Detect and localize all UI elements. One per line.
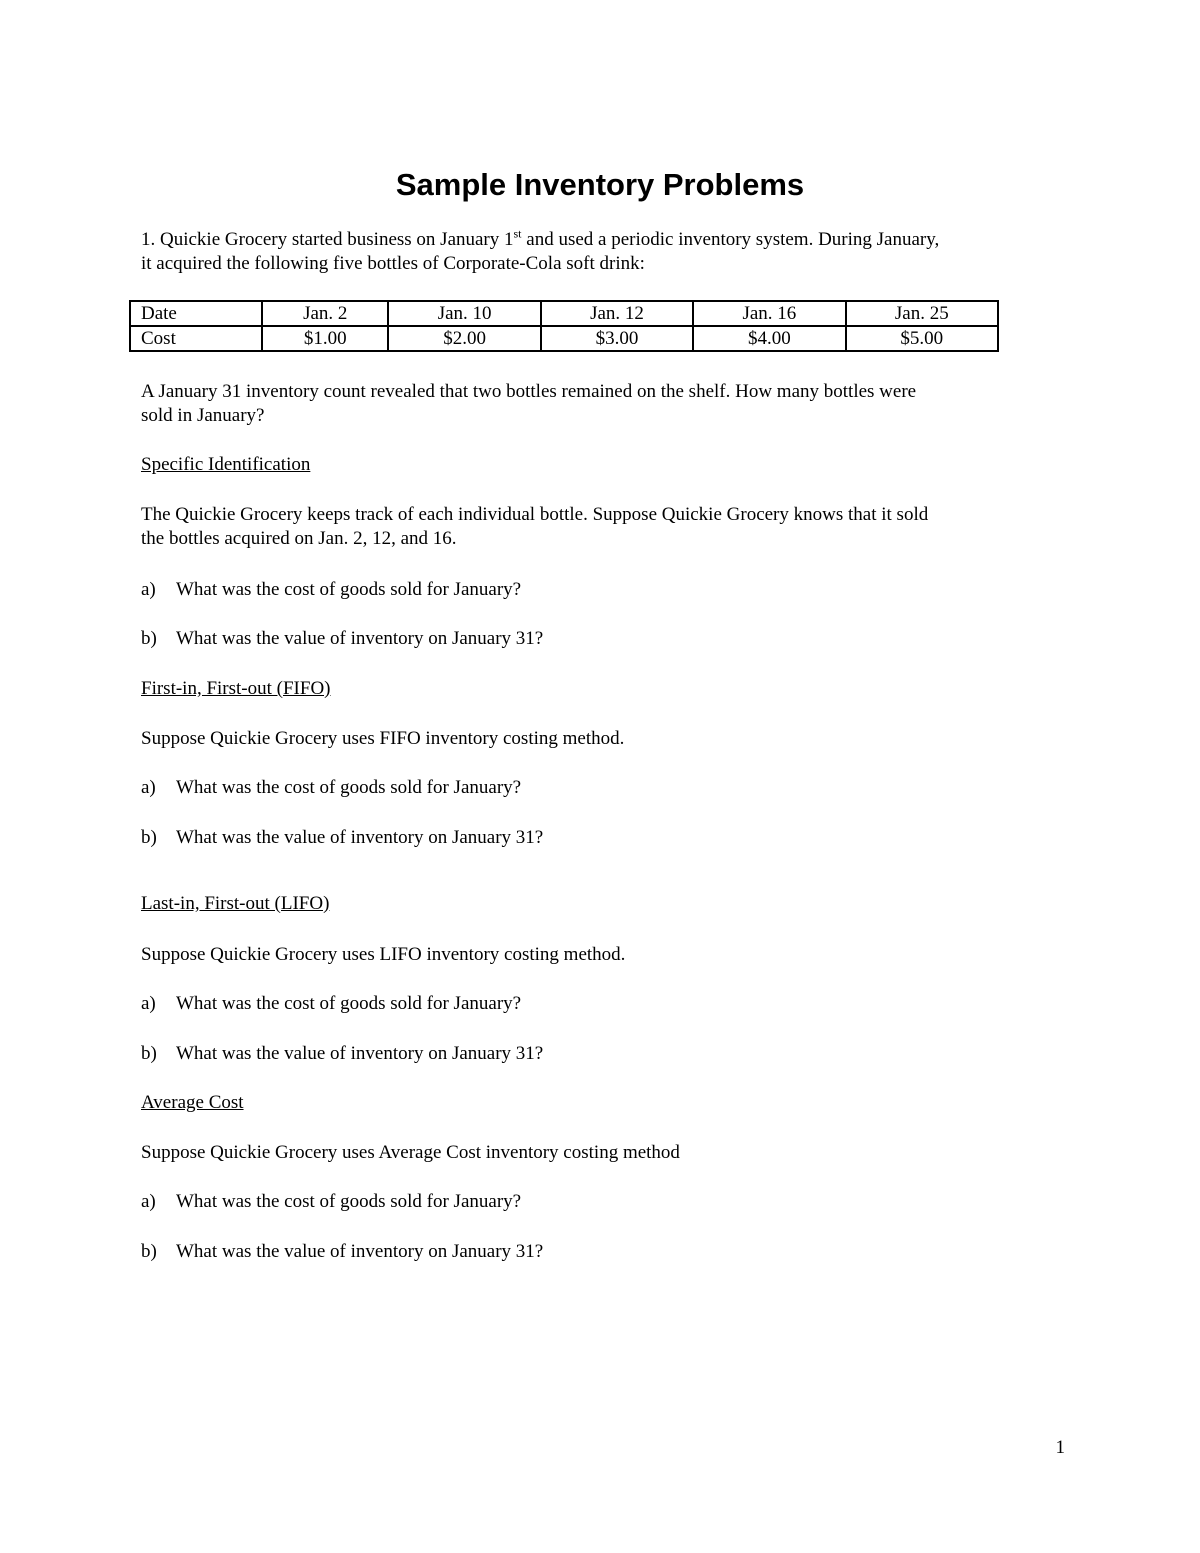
section-text-fifo: Suppose Quickie Grocery uses FIFO inventory costing method. — [141, 728, 625, 749]
question-marker: b) — [141, 1043, 157, 1064]
question-marker: a) — [141, 777, 156, 798]
page-number: 1 — [1055, 1437, 1065, 1458]
table-cell: Jan. 12 — [541, 301, 693, 326]
specific-text-line2: the bottles acquired on Jan. 2, 12, and 16. — [141, 528, 457, 549]
table-row-label: Date — [130, 301, 262, 326]
table-cell: $5.00 — [846, 326, 998, 351]
intro-text-line2: it acquired the following five bottles of Corporate-Cola soft drink: — [141, 253, 645, 274]
question-text: What was the cost of goods sold for January? — [176, 1191, 522, 1212]
page-title: Sample Inventory Problems — [395, 167, 805, 202]
question-text: What was the value of inventory on January 31? — [176, 1043, 544, 1064]
section-heading-average: Average Cost — [141, 1092, 244, 1113]
question-marker: a) — [141, 993, 156, 1014]
question-item — [141, 776, 1041, 800]
table-cell: Jan. 2 — [262, 301, 388, 326]
count-text-line1: A January 31 inventory count revealed that two bottles remained on the shelf. How many bottles were — [141, 381, 917, 402]
intro-text-end: and used a periodic inventory system. During January, — [521, 229, 940, 250]
table-cell: Jan. 16 — [693, 301, 845, 326]
table-row-label: Cost — [130, 326, 262, 351]
question-item — [141, 578, 1041, 602]
question-marker: a) — [141, 1191, 156, 1212]
question-item — [141, 826, 1041, 850]
table-row-date — [130, 301, 998, 326]
intro-paragraph — [141, 228, 1061, 276]
table-cell: $2.00 — [388, 326, 540, 351]
section-heading-fifo: First-in, First-out (FIFO) — [141, 678, 331, 699]
intro-ordinal-suffix: st — [513, 226, 522, 241]
question-text: What was the value of inventory on January 31? — [176, 827, 544, 848]
table-cell: $1.00 — [262, 326, 388, 351]
table-cell: $3.00 — [541, 326, 693, 351]
question-text: What was the cost of goods sold for January? — [176, 579, 522, 600]
table-row-cost — [130, 326, 998, 351]
table-cell: $4.00 — [693, 326, 845, 351]
section-text-specific — [141, 503, 1061, 551]
specific-text-line1: The Quickie Grocery keeps track of each individual bottle. Suppose Quickie Grocery knows that it sold — [141, 504, 929, 525]
question-item — [141, 992, 1041, 1016]
question-text: What was the value of inventory on January 31? — [176, 1241, 544, 1262]
question-marker: b) — [141, 628, 157, 649]
section-heading-specific: Specific Identification — [141, 454, 311, 475]
question-text: What was the value of inventory on January 31? — [176, 628, 544, 649]
question-item — [141, 1042, 1041, 1066]
table-cell: Jan. 25 — [846, 301, 998, 326]
question-marker: b) — [141, 1241, 157, 1262]
question-marker: b) — [141, 827, 157, 848]
intro-text-start: 1. Quickie Grocery started business on January 1 — [141, 229, 514, 250]
question-item — [141, 627, 1041, 651]
count-text-line2: sold in January? — [141, 405, 265, 426]
question-text: What was the cost of goods sold for January? — [176, 993, 522, 1014]
table-cell: Jan. 10 — [388, 301, 540, 326]
purchases-table — [129, 300, 999, 352]
section-heading-lifo: Last-in, First-out (LIFO) — [141, 893, 330, 914]
question-text: What was the cost of goods sold for January? — [176, 777, 522, 798]
question-item — [141, 1190, 1041, 1214]
section-text-lifo: Suppose Quickie Grocery uses LIFO inventory costing method. — [141, 944, 626, 965]
count-paragraph — [141, 380, 1061, 428]
question-item — [141, 1240, 1041, 1264]
section-text-average: Suppose Quickie Grocery uses Average Cost inventory costing method — [141, 1142, 680, 1163]
question-marker: a) — [141, 579, 156, 600]
